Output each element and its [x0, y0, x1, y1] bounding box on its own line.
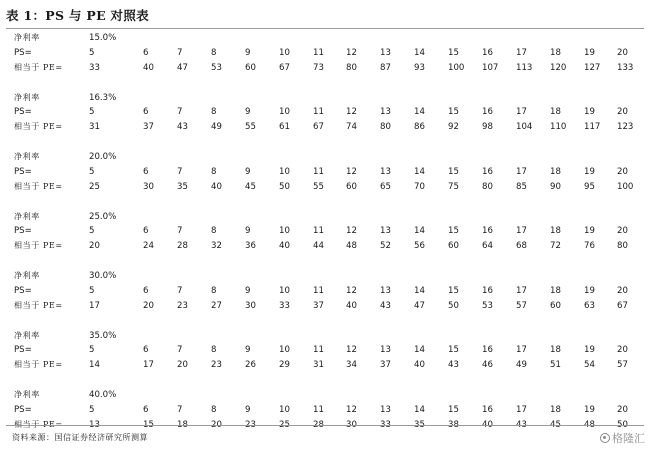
pe-cell: 45	[245, 181, 256, 192]
ps-cell: 17	[516, 47, 527, 58]
pe-cell: 67	[617, 300, 628, 311]
ps-cell: 12	[346, 107, 357, 118]
ps-cell: 7	[177, 166, 183, 177]
ps-cell: 9	[245, 166, 251, 177]
net-margin-label: 净利率	[14, 33, 40, 42]
net-margin-label: 净利率	[14, 211, 40, 221]
pe-cell: 56	[414, 241, 425, 252]
ps-cell: 5	[89, 404, 95, 415]
pe-label: 相当于 PE=	[14, 62, 63, 72]
ps-cell: 15	[448, 166, 459, 177]
ps-cell: 15	[448, 47, 459, 58]
pe-cell: 43	[177, 122, 188, 133]
pe-cell: 47	[177, 62, 188, 73]
ps-cell: 8	[211, 107, 217, 118]
ps-cell: 7	[177, 107, 183, 118]
pe-cell: 80	[380, 122, 391, 133]
ps-cell: 19	[584, 226, 595, 237]
ps-cell: 8	[211, 285, 217, 296]
pe-cell: 54	[584, 360, 595, 371]
ps-cell: 17	[516, 107, 527, 118]
ps-cell: 7	[177, 404, 183, 415]
pe-cell: 31	[89, 122, 100, 133]
ps-label: PS=	[14, 107, 32, 118]
pe-cell: 50	[448, 300, 459, 311]
ps-cell: 11	[313, 285, 324, 296]
ps-cell: 9	[245, 404, 251, 415]
pe-cell: 51	[550, 360, 561, 371]
pe-cell: 64	[482, 241, 493, 252]
ps-cell: 20	[617, 107, 628, 118]
pe-cell: 65	[380, 181, 391, 192]
pe-cell: 17	[143, 360, 154, 371]
pe-cell: 57	[617, 360, 628, 371]
ps-cell: 6	[143, 404, 149, 415]
ps-cell: 20	[617, 166, 628, 177]
pe-cell: 68	[516, 241, 527, 252]
ps-cell: 5	[89, 107, 95, 118]
ps-cell: 7	[177, 285, 183, 296]
pe-cell: 33	[279, 300, 290, 311]
ps-cell: 14	[414, 345, 425, 356]
ps-cell: 20	[617, 404, 628, 415]
ps-cell: 16	[482, 404, 493, 415]
ps-cell: 15	[448, 404, 459, 415]
ps-cell: 10	[279, 345, 290, 356]
pe-cell: 14	[89, 360, 100, 371]
ps-cell: 10	[279, 226, 290, 237]
ps-cell: 9	[245, 285, 251, 296]
pe-cell: 30	[143, 181, 154, 192]
ps-cell: 19	[584, 285, 595, 296]
pe-cell: 43	[448, 360, 459, 371]
pe-cell: 87	[380, 62, 391, 73]
ps-cell: 13	[380, 166, 391, 177]
pe-cell: 30	[245, 300, 256, 311]
pe-cell: 31	[313, 360, 324, 371]
pe-cell: 40	[211, 181, 222, 192]
ps-cell: 20	[617, 285, 628, 296]
ps-label: PS=	[14, 345, 32, 356]
pe-cell: 80	[482, 181, 493, 192]
ps-cell: 5	[89, 47, 95, 58]
ps-cell: 17	[516, 345, 527, 356]
ps-cell: 12	[346, 404, 357, 415]
ps-cell: 13	[380, 107, 391, 118]
ps-cell: 12	[346, 345, 357, 356]
ps-cell: 11	[313, 47, 324, 58]
net-margin-value: 35.0%	[89, 330, 117, 341]
pe-cell: 40	[279, 241, 290, 252]
net-margin-label: 净利率	[14, 271, 40, 280]
ps-cell: 5	[89, 285, 95, 296]
pe-cell: 120	[550, 62, 567, 73]
ps-cell: 12	[346, 47, 357, 58]
pe-cell: 107	[482, 62, 499, 73]
pe-cell: 37	[380, 360, 391, 371]
pe-cell: 86	[414, 122, 425, 133]
ps-cell: 19	[584, 404, 595, 415]
ps-cell: 19	[584, 166, 595, 177]
ps-cell: 16	[482, 226, 493, 237]
net-margin-label: 净利率	[14, 92, 40, 102]
ps-cell: 13	[380, 404, 391, 415]
ps-cell: 6	[143, 107, 149, 118]
pe-cell: 61	[279, 122, 290, 133]
pe-cell: 40	[414, 360, 425, 371]
pe-cell: 98	[482, 122, 493, 133]
ps-cell: 18	[550, 166, 561, 177]
ps-cell: 17	[516, 404, 527, 415]
net-margin-value: 20.0%	[89, 152, 117, 162]
pe-cell: 73	[313, 62, 324, 73]
net-margin-label: 净利率	[14, 152, 40, 161]
ps-cell: 6	[143, 166, 149, 177]
pe-cell: 80	[346, 62, 357, 73]
ps-cell: 11	[313, 345, 324, 356]
pe-cell: 50	[279, 181, 290, 192]
pe-cell: 72	[550, 241, 561, 252]
pe-cell: 104	[516, 122, 533, 133]
ps-cell: 15	[448, 107, 459, 118]
ps-cell: 14	[414, 107, 425, 118]
ps-cell: 6	[143, 345, 149, 356]
ps-label: PS=	[14, 47, 32, 58]
ps-cell: 5	[89, 345, 95, 356]
ps-cell: 7	[177, 47, 183, 58]
ps-cell: 8	[211, 345, 217, 356]
pe-cell: 44	[313, 241, 324, 252]
pe-cell: 20	[89, 241, 100, 252]
pe-cell: 49	[516, 360, 527, 371]
ps-cell: 16	[482, 166, 493, 177]
ps-cell: 15	[448, 226, 459, 237]
table-title: 表 1：PS 与 PE 对照表	[6, 8, 149, 23]
ps-cell: 18	[550, 107, 561, 118]
ps-cell: 14	[414, 404, 425, 415]
ps-cell: 14	[414, 226, 425, 237]
ps-cell: 9	[245, 226, 251, 237]
ps-cell: 7	[177, 345, 183, 356]
pe-label: 相当于 PE=	[14, 241, 63, 251]
pe-cell: 85	[516, 181, 527, 192]
net-margin-label: 净利率	[14, 390, 40, 399]
pe-cell: 35	[177, 181, 188, 192]
ps-cell: 8	[211, 404, 217, 415]
ps-cell: 13	[380, 47, 391, 58]
ps-label: PS=	[14, 226, 32, 237]
ps-cell: 14	[414, 166, 425, 177]
ps-cell: 20	[617, 345, 628, 356]
ps-cell: 11	[313, 166, 324, 177]
pe-cell: 55	[313, 181, 324, 192]
pe-cell: 20	[177, 360, 188, 371]
watermark-logo-icon	[600, 433, 610, 443]
pe-cell: 117	[584, 122, 601, 133]
ps-cell: 10	[279, 166, 290, 177]
net-margin-value: 30.0%	[89, 271, 117, 281]
pe-cell: 57	[516, 300, 527, 311]
pe-label: 相当于 PE=	[14, 122, 63, 132]
ps-cell: 9	[245, 345, 251, 356]
pe-cell: 32	[211, 241, 222, 252]
ps-cell: 5	[89, 226, 95, 237]
pe-cell: 17	[89, 300, 100, 311]
pe-cell: 49	[211, 122, 222, 133]
source-note: 资料来源：国信证券经济研究所测算	[12, 433, 148, 442]
pe-cell: 53	[211, 62, 222, 73]
ps-cell: 9	[245, 47, 251, 58]
ps-cell: 16	[482, 107, 493, 118]
ps-cell: 15	[448, 285, 459, 296]
ps-cell: 9	[245, 107, 251, 118]
pe-cell: 93	[414, 62, 425, 73]
pe-cell: 36	[245, 241, 256, 252]
ps-cell: 12	[346, 285, 357, 296]
pe-cell: 60	[448, 241, 459, 252]
pe-cell: 75	[448, 181, 459, 192]
pe-cell: 48	[346, 241, 357, 252]
pe-cell: 40	[346, 300, 357, 311]
pe-cell: 43	[380, 300, 391, 311]
ps-cell: 6	[143, 285, 149, 296]
pe-cell: 25	[89, 181, 100, 192]
pe-cell: 127	[584, 62, 601, 73]
ps-cell: 16	[482, 47, 493, 58]
ps-cell: 16	[482, 285, 493, 296]
ps-cell: 19	[584, 47, 595, 58]
ps-cell: 6	[143, 226, 149, 237]
ps-cell: 18	[550, 285, 561, 296]
pe-cell: 24	[143, 241, 154, 252]
ps-label: PS=	[14, 404, 32, 415]
ps-cell: 10	[279, 107, 290, 118]
pe-cell: 37	[313, 300, 324, 311]
ps-cell: 10	[279, 285, 290, 296]
pe-cell: 92	[448, 122, 459, 133]
pe-cell: 55	[245, 122, 256, 133]
ps-cell: 10	[279, 404, 290, 415]
ps-cell: 14	[414, 47, 425, 58]
ps-cell: 17	[516, 226, 527, 237]
ps-cell: 18	[550, 47, 561, 58]
pe-label: 相当于 PE=	[14, 360, 63, 370]
pe-cell: 47	[414, 300, 425, 311]
ps-cell: 7	[177, 226, 183, 237]
pe-cell: 90	[550, 181, 561, 192]
pe-cell: 60	[550, 300, 561, 311]
pe-label: 相当于 PE=	[14, 181, 63, 191]
ps-cell: 8	[211, 226, 217, 237]
net-margin-value: 25.0%	[89, 211, 117, 222]
ps-cell: 13	[380, 345, 391, 356]
pe-cell: 53	[482, 300, 493, 311]
bottom-rule	[6, 425, 644, 426]
ps-cell: 10	[279, 47, 290, 58]
ps-cell: 6	[143, 47, 149, 58]
pe-cell: 67	[279, 62, 290, 73]
ps-cell: 5	[89, 166, 95, 177]
pe-cell: 60	[346, 181, 357, 192]
ps-cell: 17	[516, 285, 527, 296]
ps-cell: 12	[346, 166, 357, 177]
pe-cell: 100	[617, 181, 634, 192]
pe-cell: 52	[380, 241, 391, 252]
net-margin-label: 净利率	[14, 330, 40, 340]
pe-cell: 123	[617, 122, 634, 133]
pe-cell: 76	[584, 241, 595, 252]
ps-cell: 11	[313, 226, 324, 237]
watermark	[600, 430, 645, 446]
pe-cell: 26	[245, 360, 256, 371]
pe-cell: 133	[617, 62, 634, 73]
pe-cell: 110	[550, 122, 567, 133]
pe-cell: 40	[143, 62, 154, 73]
pe-cell: 33	[89, 62, 100, 73]
pe-cell: 60	[245, 62, 256, 73]
pe-cell: 37	[143, 122, 154, 133]
ps-cell: 19	[584, 345, 595, 356]
net-margin-value: 40.0%	[89, 390, 117, 400]
ps-cell: 8	[211, 166, 217, 177]
net-margin-value: 16.3%	[89, 92, 117, 103]
pe-cell: 80	[617, 241, 628, 252]
ps-cell: 17	[516, 166, 527, 177]
pe-cell: 23	[211, 360, 222, 371]
net-margin-value: 15.0%	[89, 33, 117, 43]
pe-cell: 74	[346, 122, 357, 133]
pe-cell: 100	[448, 62, 465, 73]
pe-label: 相当于 PE=	[14, 300, 63, 310]
ps-cell: 13	[380, 285, 391, 296]
pe-cell: 113	[516, 62, 533, 73]
ps-cell: 18	[550, 404, 561, 415]
ps-label: PS=	[14, 166, 32, 177]
ps-cell: 19	[584, 107, 595, 118]
pe-cell: 27	[211, 300, 222, 311]
pe-cell: 28	[177, 241, 188, 252]
ps-cell: 12	[346, 226, 357, 237]
ps-cell: 20	[617, 47, 628, 58]
ps-label: PS=	[14, 285, 32, 296]
ps-cell: 8	[211, 47, 217, 58]
pe-cell: 70	[414, 181, 425, 192]
ps-cell: 15	[448, 345, 459, 356]
pe-cell: 29	[279, 360, 290, 371]
pe-cell: 20	[143, 300, 154, 311]
ps-cell: 18	[550, 226, 561, 237]
ps-cell: 14	[414, 285, 425, 296]
pe-cell: 23	[177, 300, 188, 311]
ps-cell: 13	[380, 226, 391, 237]
ps-cell: 11	[313, 404, 324, 415]
pe-cell: 95	[584, 181, 595, 192]
pe-cell: 67	[313, 122, 324, 133]
watermark-text: 格隆汇	[612, 432, 645, 445]
ps-cell: 20	[617, 226, 628, 237]
ps-cell: 11	[313, 107, 324, 118]
pe-cell: 63	[584, 300, 595, 311]
ps-cell: 16	[482, 345, 493, 356]
pe-cell: 34	[346, 360, 357, 371]
ps-cell: 18	[550, 345, 561, 356]
pe-cell: 46	[482, 360, 493, 371]
